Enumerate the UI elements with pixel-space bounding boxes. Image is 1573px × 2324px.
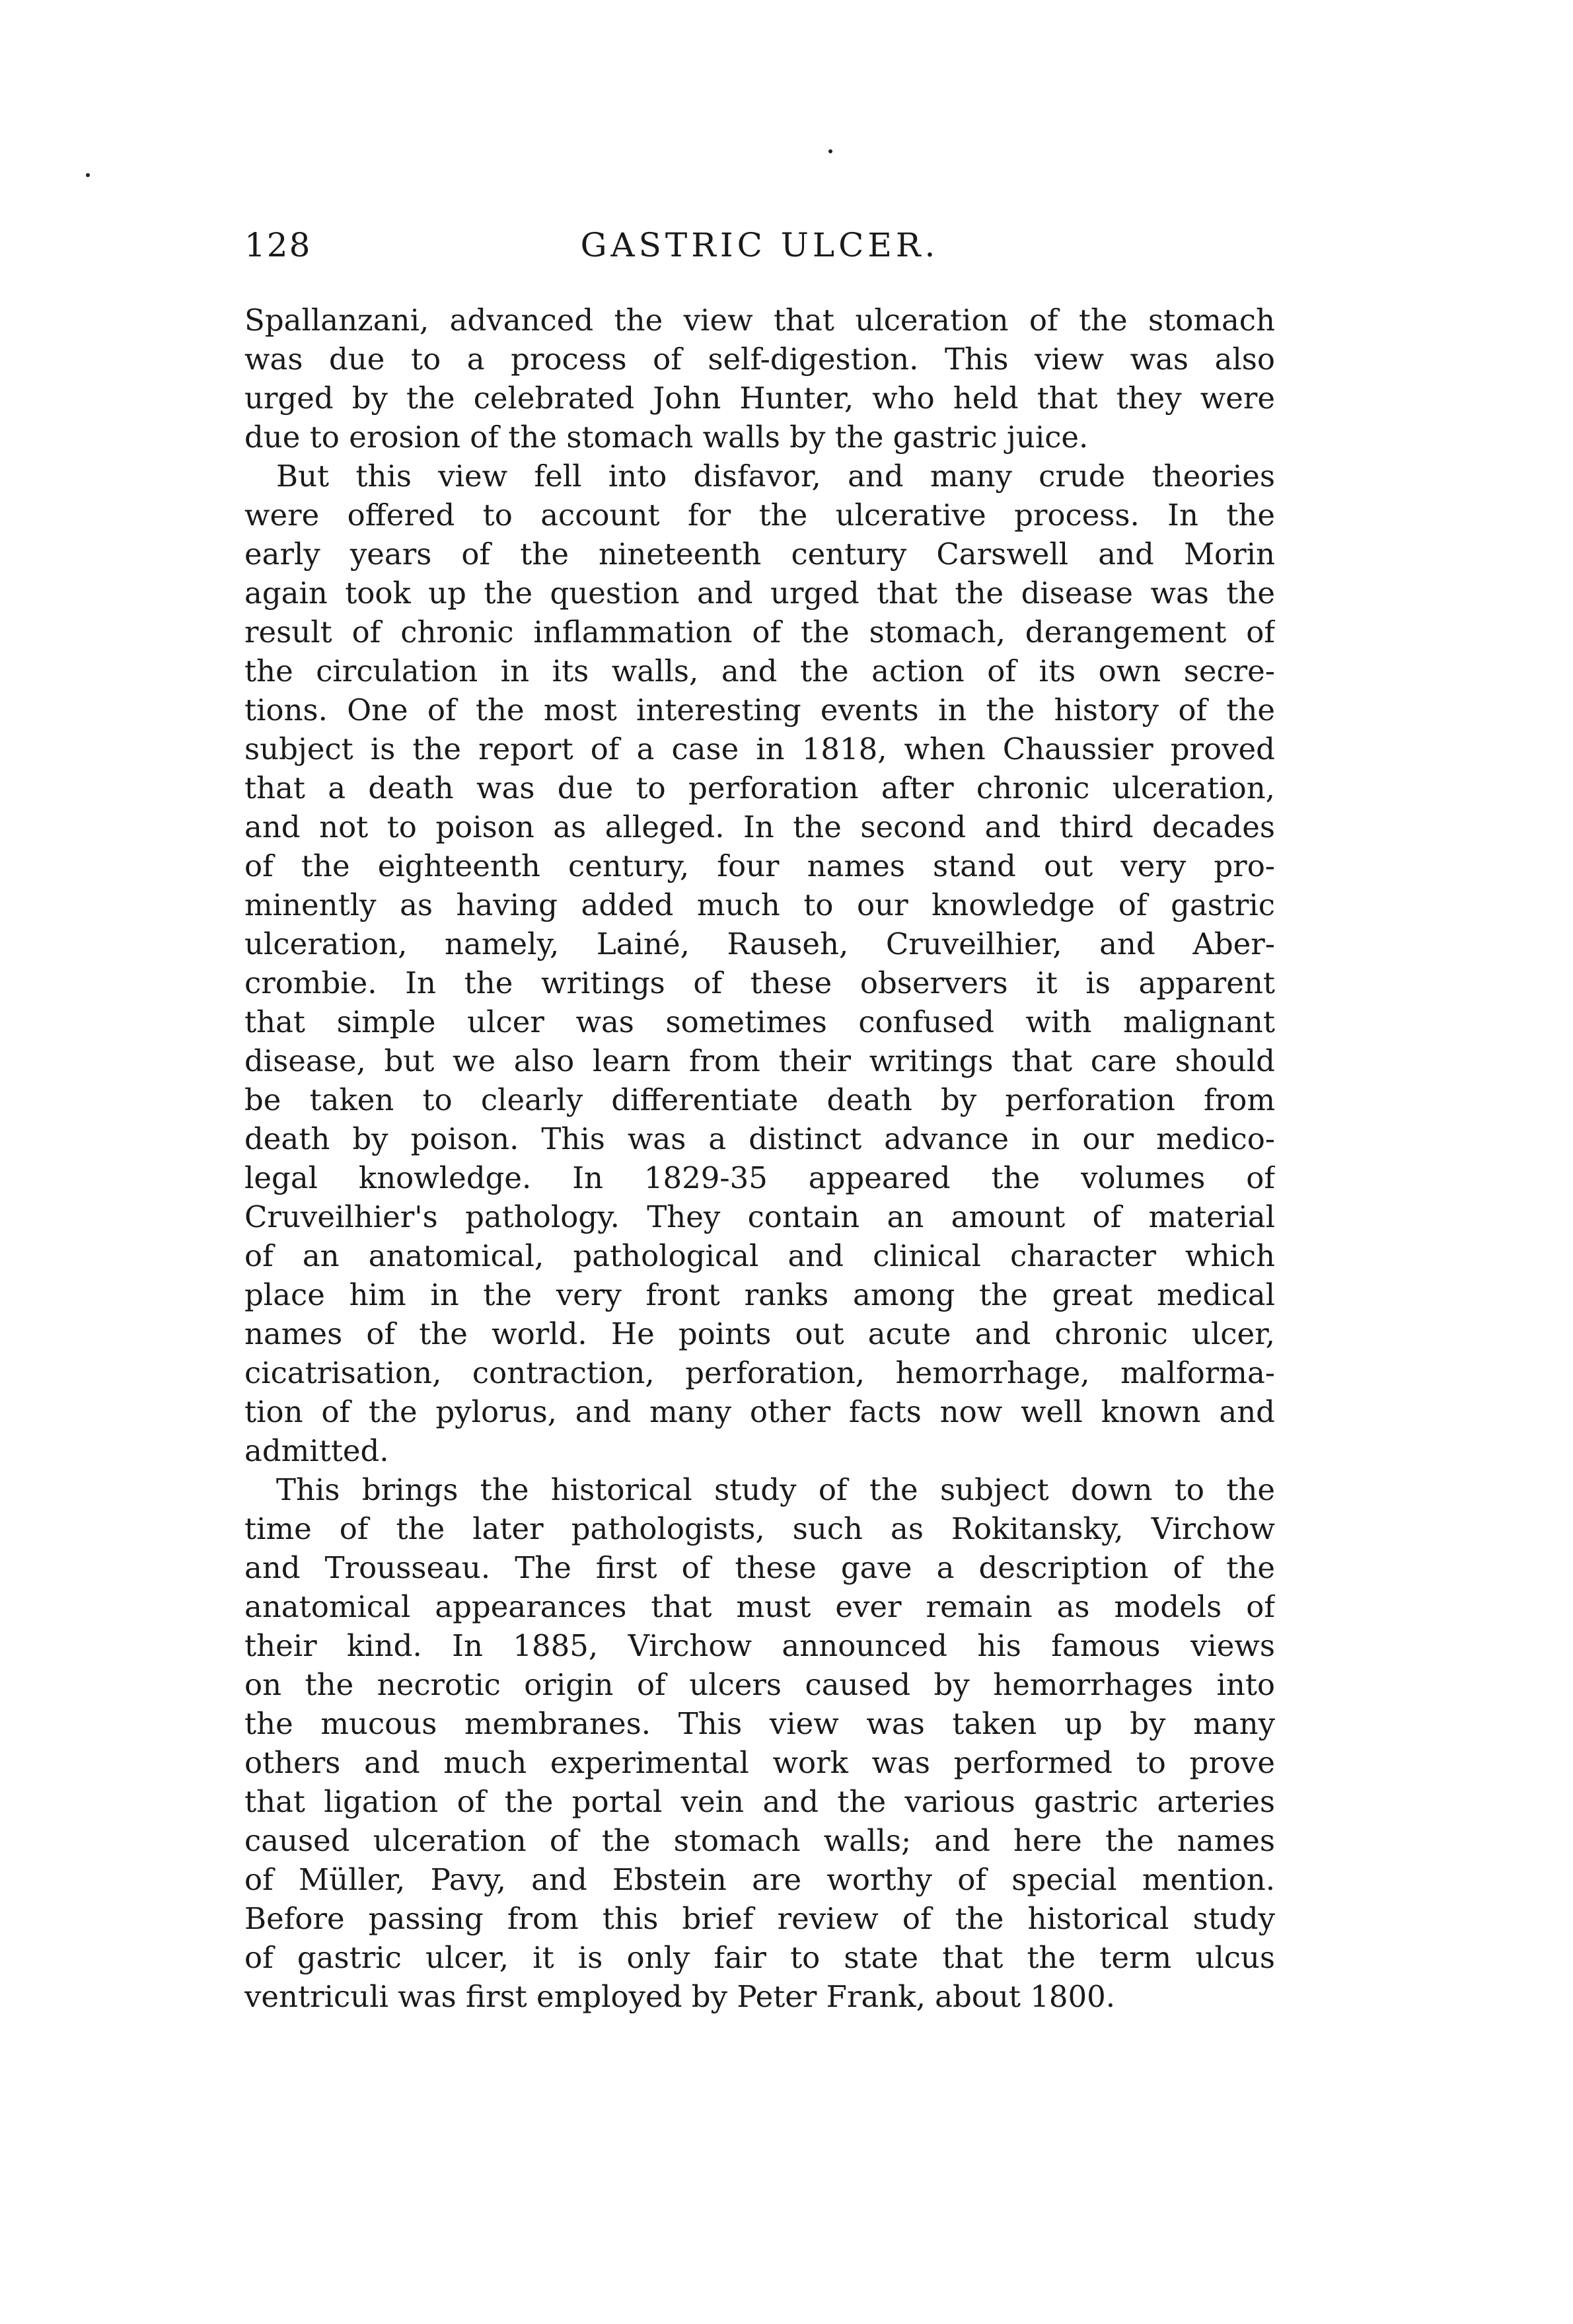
text-line: and not to poison as alleged. In the second and third decades — [244, 809, 1275, 844]
text-line: Spallanzani, advanced the view that ulceration of the stomach — [244, 303, 1275, 338]
text-line: and Trousseau. The first of these gave a description of the — [244, 1550, 1275, 1585]
text-line: minently as having added much to our knowledge of gastric — [244, 887, 1275, 922]
text-line: the mucous membranes. This view was taken up by many — [244, 1706, 1275, 1741]
text-line: death by poison. This was a distinct advance in our medico- — [244, 1121, 1275, 1156]
text-line: ulceration, namely, Lainé, Rauseh, Cruveilhier, and Aber- — [244, 926, 1275, 961]
paragraph — [244, 457, 1275, 1470]
ink-speck — [828, 149, 832, 153]
page-header — [244, 226, 1275, 285]
text-line: names of the world. He points out acute and chronic ulcer, — [244, 1316, 1275, 1351]
text-line: their kind. In 1885, Virchow announced his famous views — [244, 1628, 1275, 1663]
paragraph — [244, 301, 1275, 457]
text-line: caused ulceration of the stomach walls; and here the names — [244, 1823, 1275, 1858]
text-line: of gastric ulcer, it is only fair to state that the term ulcus — [244, 1940, 1275, 1975]
text-line: urged by the celebrated John Hunter, who held that they were — [244, 381, 1275, 416]
text-line: the circulation in its walls, and the action of its own secre- — [244, 654, 1275, 689]
text-line: that ligation of the portal vein and the various gastric arteries — [244, 1784, 1275, 1819]
text-line: be taken to clearly differentiate death by perforation from — [244, 1082, 1275, 1117]
text-line: crombie. In the writings of these observers it is apparent — [244, 965, 1275, 1000]
ink-speck — [86, 173, 90, 177]
running-head: GASTRIC ULCER. — [580, 226, 939, 264]
text-line: again took up the question and urged that the disease was the — [244, 576, 1275, 611]
text-line: place him in the very front ranks among the great medical — [244, 1277, 1275, 1312]
text-line: time of the later pathologists, such as Rokitansky, Virchow — [244, 1511, 1275, 1546]
text-line: tion of the pylorus, and many other facts now well known and — [244, 1394, 1275, 1429]
text-line: of Müller, Pavy, and Ebstein are worthy of special mention. — [244, 1862, 1275, 1897]
text-line: others and much experimental work was performed to prove — [244, 1745, 1275, 1780]
text-line: due to erosion of the stomach walls by the gastric juice. — [244, 420, 1089, 455]
text-line: tions. One of the most interesting events in the history of the — [244, 693, 1275, 728]
text-line: were offered to account for the ulcerative process. In the — [244, 498, 1275, 533]
text-line: on the necrotic origin of ulcers caused by hemorrhages into — [244, 1667, 1275, 1702]
text-line: ventriculi was first employed by Peter Frank, about 1800. — [244, 1979, 1116, 2014]
body-text — [244, 301, 1275, 2016]
text-line: disease, but we also learn from their writings that care should — [244, 1043, 1275, 1078]
text-line: of the eighteenth century, four names stand out very pro- — [244, 848, 1275, 883]
text-line: was due to a process of self-digestion. This view was also — [244, 342, 1275, 377]
text-line: But this view fell into disfavor, and many crude theories — [276, 459, 1275, 494]
paragraph — [244, 1470, 1275, 2016]
text-line: subject is the report of a case in 1818, when Chaussier proved — [244, 731, 1275, 767]
text-line: Before passing from this brief review of the historical study — [244, 1901, 1275, 1936]
text-line: of an anatomical, pathological and clinical character which — [244, 1238, 1275, 1273]
text-line: Cruveilhier's pathology. They contain an amount of material — [244, 1199, 1275, 1234]
text-line: result of chronic inflammation of the stomach, derangement of — [244, 615, 1275, 650]
text-line: admitted. — [244, 1433, 389, 1468]
text-line: cicatrisation, contraction, perforation, hemorrhage, malforma- — [244, 1355, 1275, 1390]
text-line: early years of the nineteenth century Carswell and Morin — [244, 537, 1275, 572]
text-line: that a death was due to perforation after chronic ulceration, — [244, 770, 1275, 806]
text-line: anatomical appearances that must ever remain as models of — [244, 1589, 1275, 1624]
text-line: This brings the historical study of the subject down to the — [276, 1472, 1275, 1507]
text-line: legal knowledge. In 1829-35 appeared the volumes of — [244, 1160, 1275, 1195]
text-line: that simple ulcer was sometimes confused with malignant — [244, 1004, 1275, 1039]
page-number: 128 — [244, 226, 312, 264]
